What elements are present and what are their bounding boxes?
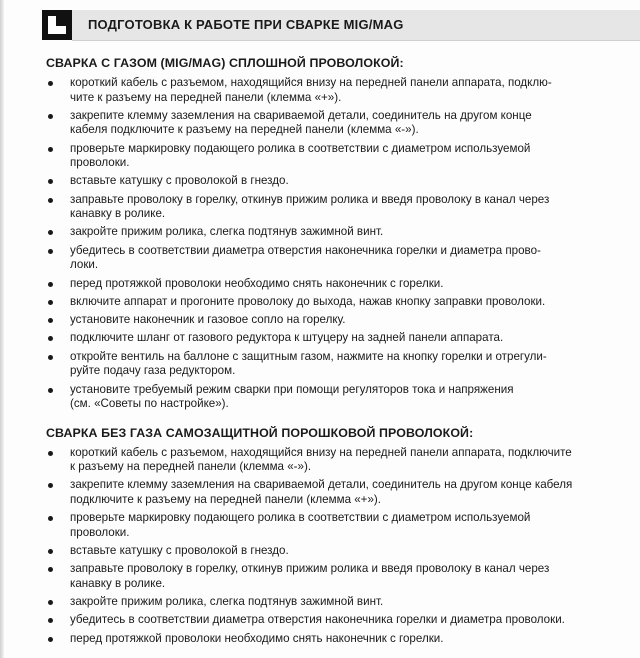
instruction-list	[46, 76, 586, 412]
section-header	[42, 10, 640, 40]
page-title: ПОДГОТОВКА К РАБОТЕ ПРИ СВАРКЕ MIG/MAG	[88, 17, 404, 32]
list-item-text: короткий кабель с разъемом, находящийся внизу на передней панели аппарата, подключите к разъему на передней панели (клемма «-»).	[70, 445, 572, 474]
list-item-text: заправьте проволоку в горелку, откинув прижим ролика и введя проволоку в канал через канавку в ролике.	[70, 562, 550, 590]
list-item	[46, 511, 586, 540]
document-content	[46, 56, 586, 650]
bullet-icon	[48, 336, 53, 341]
bullet-icon	[48, 516, 53, 521]
bullet-icon	[48, 282, 53, 287]
corner-logo-icon	[42, 10, 72, 40]
list-item	[46, 142, 586, 171]
list-item-text: перед протяжкой проволоки необходимо снять наконечник с горелки.	[70, 276, 444, 290]
list-item	[46, 313, 586, 328]
bullet-icon	[48, 355, 53, 360]
bullet-icon	[48, 198, 53, 203]
bullet-icon	[48, 318, 53, 323]
list-item	[46, 174, 586, 189]
list-item-text: убедитесь в соответствии диаметра отверстия наконечника горелки и диаметра проволоки.	[70, 613, 565, 627]
bullet-icon	[48, 300, 53, 305]
bullet-icon	[48, 618, 53, 623]
list-item	[46, 76, 586, 105]
bullet-icon	[48, 388, 53, 393]
bullet-icon	[48, 147, 53, 152]
list-item-text: закройте прижим ролика, слегка подтянув зажимной винт.	[70, 595, 384, 609]
list-item-text: установите наконечник и газовое сопло на горелку.	[70, 313, 346, 327]
list-item	[46, 544, 586, 559]
bullet-icon	[48, 230, 53, 235]
section-gas-welding	[46, 56, 586, 412]
page-edge	[0, 0, 4, 658]
list-item	[46, 331, 586, 346]
list-item	[46, 225, 586, 240]
list-item	[46, 478, 586, 507]
list-item	[46, 632, 586, 647]
list-item-text: короткий кабель с разъемом, находящийся внизу на передней панели аппарата, подклю- чите к разъему на передней панели (клемма «+»).	[70, 76, 552, 104]
bullet-icon	[48, 114, 53, 119]
list-item	[46, 244, 586, 273]
list-item	[46, 446, 586, 475]
bullet-icon	[48, 179, 53, 184]
bullet-icon	[48, 549, 53, 554]
bullet-icon	[48, 249, 53, 254]
list-item-text: проверьте маркировку подающего ролика в соответствии с диаметром используемой проволоки.	[70, 511, 531, 539]
instruction-list	[46, 446, 586, 647]
list-item	[46, 193, 586, 222]
list-item-text: включите аппарат и прогоните проволоку до выхода, нажав кнопку заправки проволоки.	[70, 294, 546, 308]
list-item-text: вставьте катушку с проволокой в гнездо.	[70, 543, 289, 557]
bullet-icon	[48, 600, 53, 605]
list-item	[46, 595, 586, 610]
list-item-text: закрепите клемму заземления на свариваемой детали, соединитель на другом конце кабеля подключите к разъему на передней панели (клемма «+»).	[70, 478, 573, 506]
list-item	[46, 562, 586, 591]
section-gasless-welding	[46, 426, 586, 647]
list-item-text: подключите шланг от газового редуктора к штуцеру на задней панели аппарата.	[70, 331, 504, 345]
section-title: СВАРКА С ГАЗОМ (MIG/MAG) СПЛОШНОЙ ПРОВОЛОКОЙ:	[46, 56, 404, 70]
list-item-text: перед протяжкой проволоки необходимо снять наконечник с горелки.	[70, 631, 444, 645]
bullet-icon	[48, 451, 53, 456]
bullet-icon	[48, 637, 53, 642]
list-item	[46, 109, 586, 138]
list-item-text: установите требуемый режим сварки при помощи регуляторов тока и напряжения (см. «Советы по настройке»).	[70, 382, 514, 411]
list-item	[46, 350, 586, 379]
list-item-text: закройте прижим ролика, слегка подтянув зажимной винт.	[70, 225, 384, 239]
list-item-text: заправьте проволоку в горелку, откинув прижим ролика и введя проволоку в канал через канавку в ролике.	[70, 192, 550, 221]
bullet-icon	[48, 483, 53, 488]
list-item-text: убедитесь в соответствии диаметра отверстия наконечника горелки и диаметра прово- локи.	[70, 243, 541, 272]
list-item-text: откройте вентиль на баллоне с защитным газом, нажмите на кнопку горелки и отрегули- руйте подачу газа редуктором.	[70, 349, 547, 378]
bullet-icon	[48, 567, 53, 572]
section-title: СВАРКА БЕЗ ГАЗА САМОЗАЩИТНОЙ ПОРОШКОВОЙ ПРОВОЛОКОЙ:	[46, 425, 474, 440]
list-item-text: проверьте маркировку подающего ролика в соответствии с диаметром используемой проволоки.	[70, 141, 531, 170]
list-item	[46, 613, 586, 628]
list-item	[46, 383, 586, 412]
list-item	[46, 295, 586, 310]
list-item-text: закрепите клемму заземления на свариваемой детали, соединитель на другом конце кабеля подключите к разъему на передней панели (клемма «-»).	[70, 108, 532, 137]
list-item	[46, 277, 586, 292]
bullet-icon	[48, 81, 53, 86]
list-item-text: вставьте катушку с проволокой в гнездо.	[70, 174, 289, 188]
